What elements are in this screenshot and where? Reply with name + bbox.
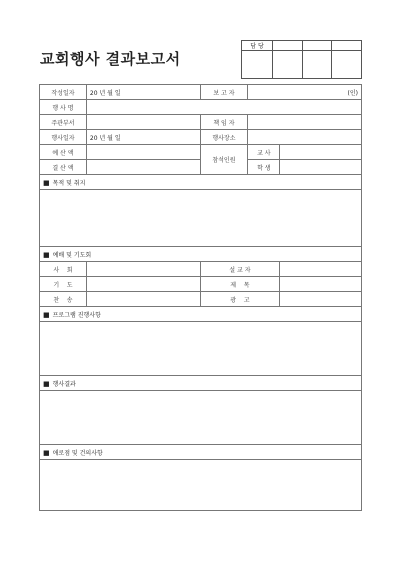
budget-label: 예 산 액 <box>40 145 87 160</box>
section-program-body[interactable] <box>40 322 362 376</box>
bullet-square-icon: ■ <box>43 310 50 319</box>
section-result-header <box>40 376 362 391</box>
approval-sign-3[interactable] <box>332 51 362 79</box>
announcement-label: 광 고 <box>200 292 280 307</box>
bullet-square-icon: ■ <box>43 250 50 259</box>
hymn-field[interactable] <box>86 292 200 307</box>
section-worship-title: 예배 및 기도회 <box>52 251 92 259</box>
event-place-field[interactable] <box>248 130 362 145</box>
approval-sign-0[interactable] <box>242 51 273 79</box>
person-in-charge-label: 책 임 자 <box>200 115 248 130</box>
approval-sign-2[interactable] <box>302 51 332 79</box>
teacher-count-field[interactable] <box>280 145 362 160</box>
seal-mark: (인) <box>347 89 358 97</box>
section-issues-title: 애로점 및 건의사항 <box>52 449 103 457</box>
host-dept-field[interactable] <box>86 115 200 130</box>
approval-label: 담 당 <box>242 41 273 51</box>
preacher-field[interactable] <box>280 262 362 277</box>
moderator-field[interactable] <box>86 262 200 277</box>
person-in-charge-field[interactable] <box>248 115 362 130</box>
moderator-label: 사 회 <box>40 262 87 277</box>
student-label: 학 생 <box>248 160 280 175</box>
approval-box <box>241 40 362 79</box>
bullet-square-icon: ■ <box>43 379 50 388</box>
teacher-label: 교 사 <box>248 145 280 160</box>
approval-slot-1-header <box>273 41 303 51</box>
budget-field[interactable] <box>86 145 200 160</box>
section-purpose-header <box>40 175 362 190</box>
reporter-label: 보 고 자 <box>200 85 248 100</box>
host-dept-label: 주관부서 <box>40 115 87 130</box>
reporter-field[interactable] <box>248 85 362 100</box>
section-program-header <box>40 307 362 322</box>
section-worship-header <box>40 247 362 262</box>
approval-slot-3-header <box>332 41 362 51</box>
write-date-value[interactable]: 20 년 월 일 <box>86 85 200 100</box>
approval-slot-2-header <box>302 41 332 51</box>
event-date-value[interactable]: 20 년 월 일 <box>86 130 200 145</box>
section-issues-body[interactable] <box>40 460 362 511</box>
announcement-field[interactable] <box>280 292 362 307</box>
section-result-title: 행사결과 <box>52 380 76 388</box>
settlement-label: 결 산 액 <box>40 160 87 175</box>
settlement-field[interactable] <box>86 160 200 175</box>
section-result-body[interactable] <box>40 391 362 445</box>
approval-sign-1[interactable] <box>273 51 303 79</box>
bullet-square-icon: ■ <box>43 448 50 457</box>
write-date-label: 작성일자 <box>40 85 87 100</box>
section-issues-header <box>40 445 362 460</box>
event-name-label: 행 사 명 <box>40 100 87 115</box>
preacher-label: 설 교 자 <box>200 262 280 277</box>
prayer-field[interactable] <box>86 277 200 292</box>
bullet-square-icon: ■ <box>43 178 50 187</box>
sermon-title-label: 제 목 <box>200 277 280 292</box>
section-purpose-title: 목적 및 취지 <box>52 179 86 187</box>
sermon-title-field[interactable] <box>280 277 362 292</box>
report-form <box>39 84 362 511</box>
attendance-label: 참석인원 <box>200 145 248 175</box>
student-count-field[interactable] <box>280 160 362 175</box>
event-date-label: 행사일자 <box>40 130 87 145</box>
section-program-title: 프로그램 진행사항 <box>52 311 101 319</box>
event-place-label: 행사장소 <box>200 130 248 145</box>
prayer-label: 기 도 <box>40 277 87 292</box>
hymn-label: 찬 송 <box>40 292 87 307</box>
document-title: 교회행사 결과보고서 <box>40 50 181 68</box>
event-name-field[interactable] <box>86 100 361 115</box>
section-purpose-body[interactable] <box>40 190 362 247</box>
